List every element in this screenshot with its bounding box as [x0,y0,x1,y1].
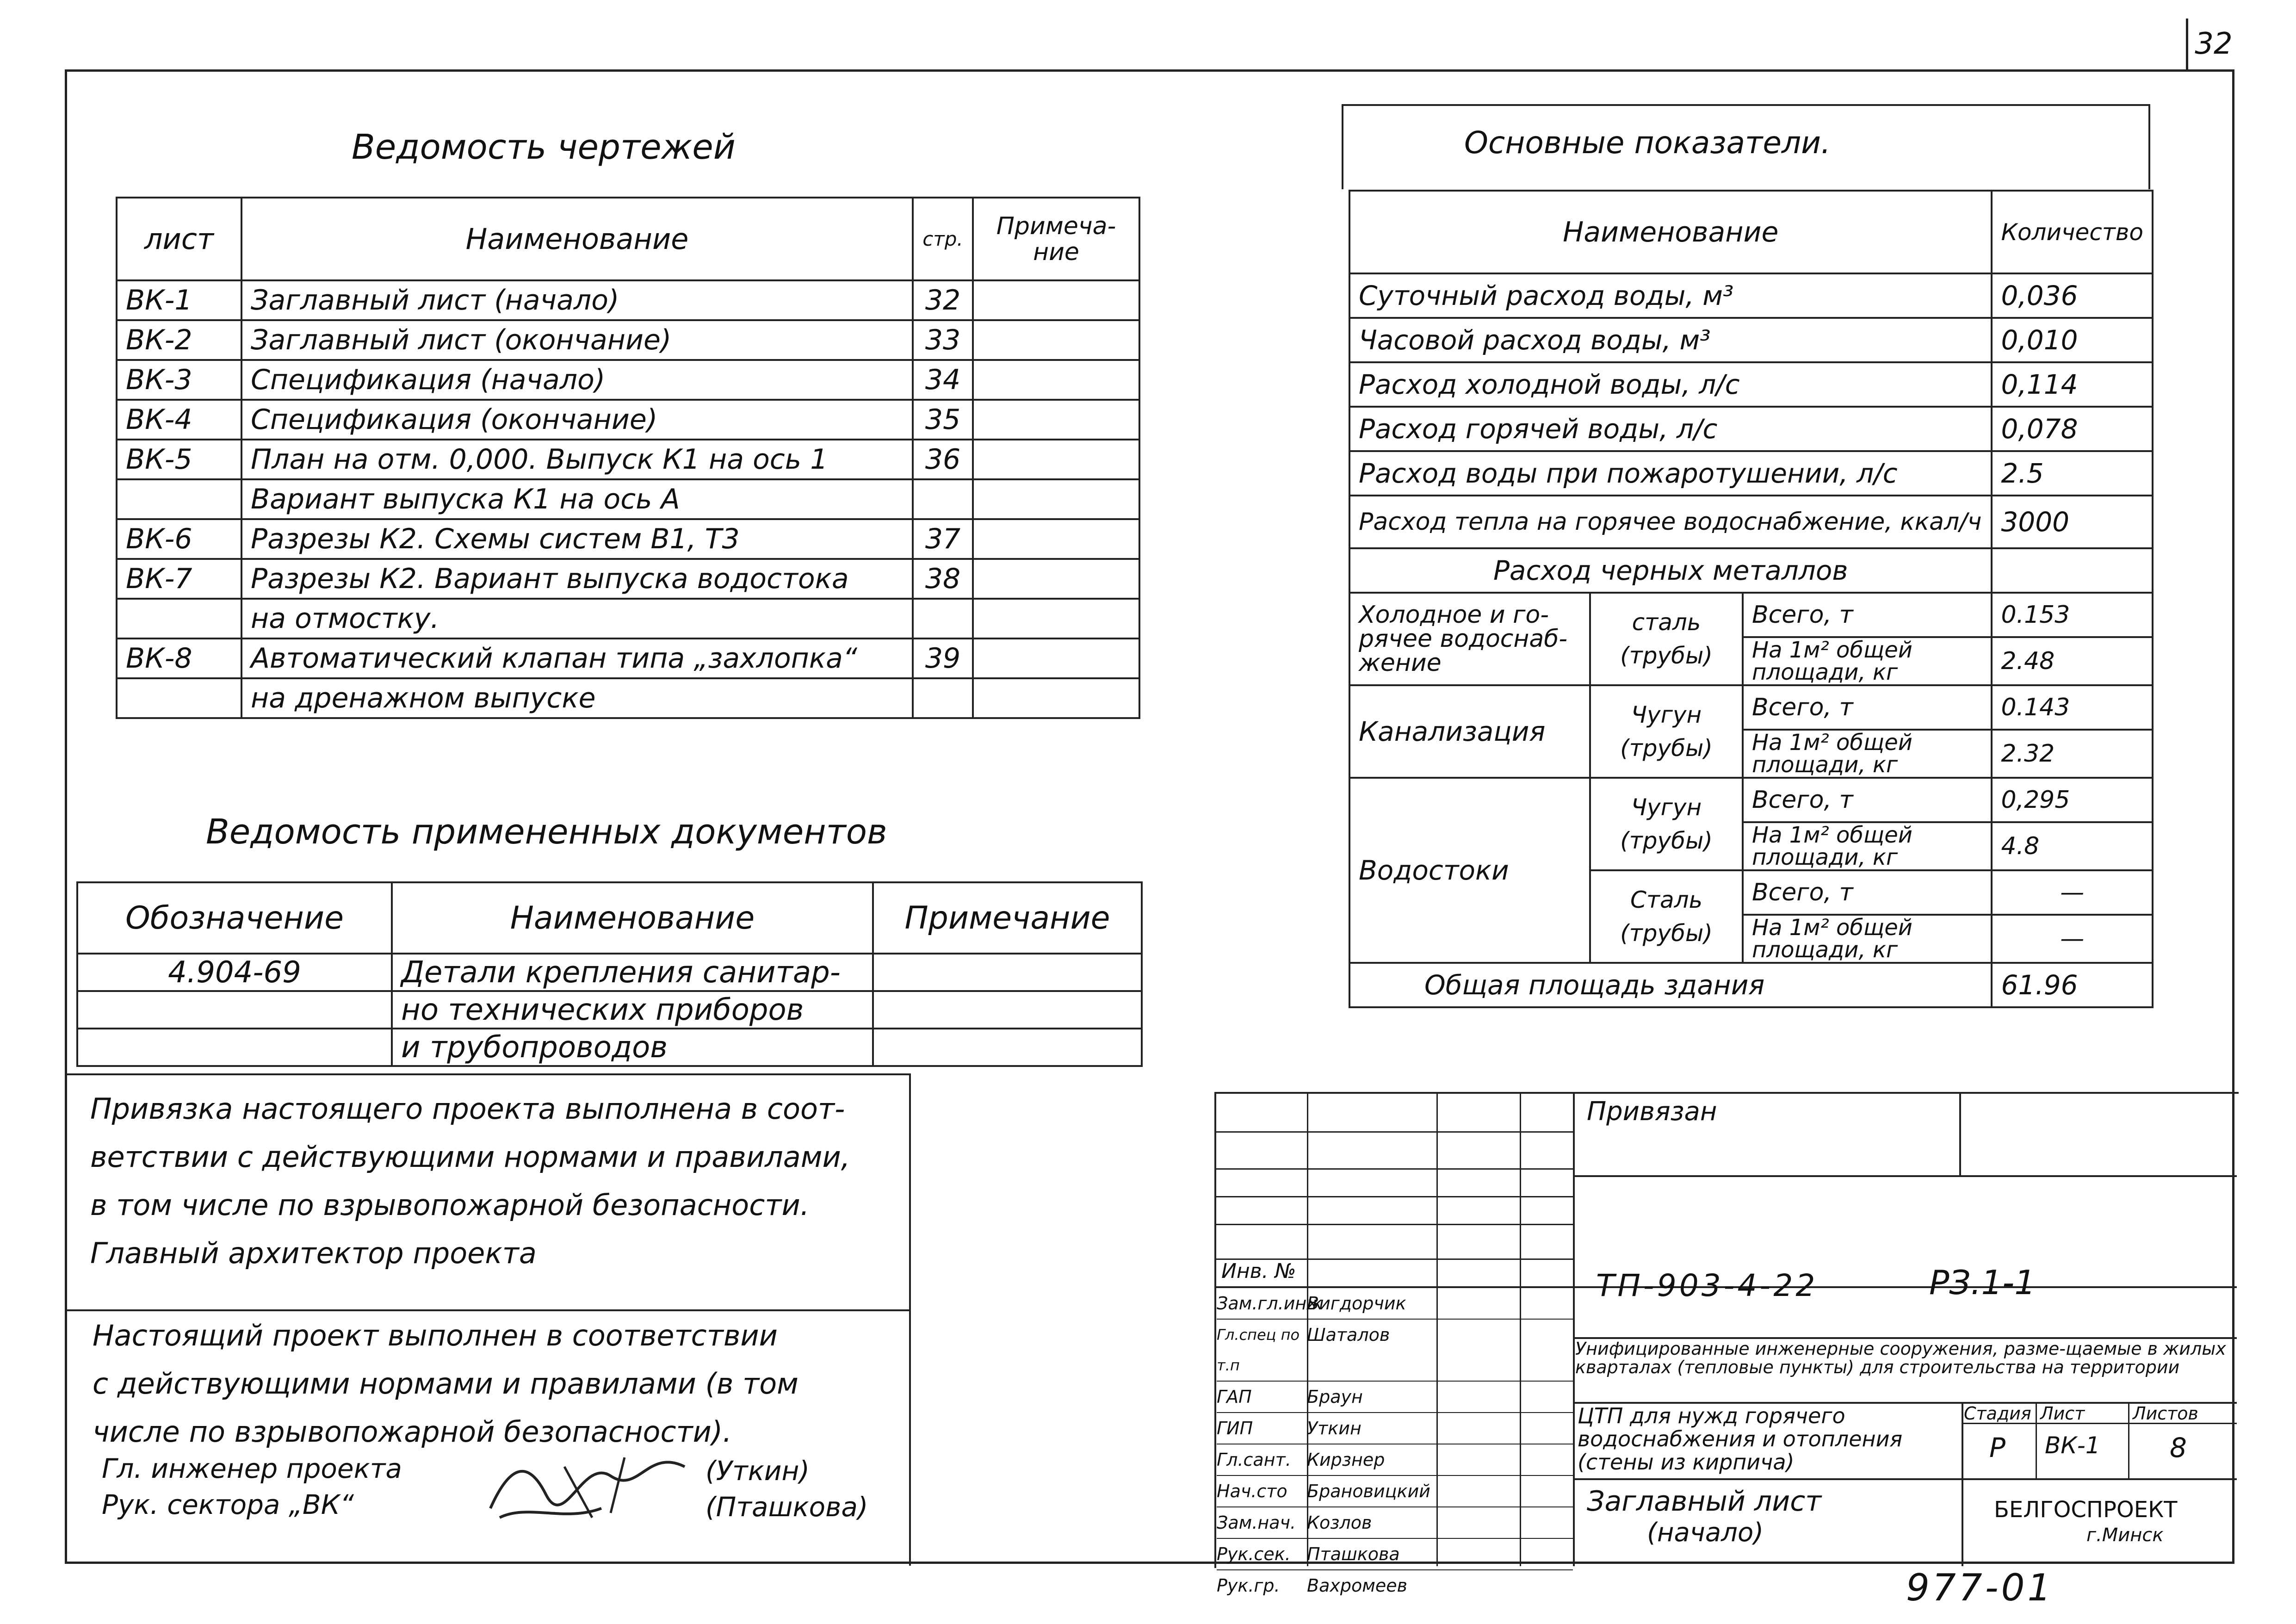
metal-per-value: 2.48 [1992,637,2153,685]
stamp-row-line [1214,1196,1573,1197]
cell-page: 33 [913,320,973,360]
cell-sheet [117,678,241,718]
binding-note-line: Главный архитектор проекта [90,1236,537,1270]
indicator-value: 0,078 [1992,407,2153,451]
cell-note [873,954,1142,991]
signer-role: Зам.нач. [1217,1512,1296,1533]
indicator-name: Часовой расход воды, м³ [1349,318,1992,362]
cell-name: и трубопроводов [392,1029,873,1066]
cell-sheet: ВК-3 [117,360,241,400]
handwritten-signature [472,1439,712,1531]
stage-label: Стадия [1964,1403,2031,1424]
signer-row [1217,1288,1573,1320]
table-row [1349,963,2153,1007]
indicator-value: 2.5 [1992,451,2153,496]
metal-per-value: — [1992,915,2153,963]
signer-role: ГИП [1217,1418,1253,1438]
table-row [1349,496,2153,548]
signature-role-chief-engineer: Гл. инженер проекта [102,1453,402,1484]
metal-per-label: На 1м² общей площади, кг [1743,637,1992,685]
signer-row [1217,1476,1573,1507]
metal-material-type: (трубы) [1620,735,1713,762]
compliance-note [93,1312,798,1456]
metal-material [1590,593,1743,685]
metal-material-name: Чугун [1631,794,1702,821]
indicator-value: 0,114 [1992,362,2153,407]
indicator-name: Расход холодной воды, л/с [1349,362,1992,407]
indicators-title: Основные показатели. [1464,125,1831,161]
signer-name: Браун [1307,1387,1363,1407]
cell-sheet: ВК-4 [117,400,241,440]
sheets-label: Листов [2133,1403,2198,1424]
cell-sheet: ВК-7 [117,559,241,599]
cell-page: 35 [913,400,973,440]
cell-page: 34 [913,360,973,400]
table-row [1349,407,2153,451]
sheet-value: ВК-1 [2045,1432,2100,1459]
metal-per-value: 4.8 [1992,822,2153,870]
cell-note [973,559,1139,599]
metals-row [1349,685,2153,730]
indicator-name: Расход воды при пожаротушении, л/с [1349,451,1992,496]
applied-docs-table [76,881,1143,1067]
inv-label: Инв. № [1221,1259,1296,1283]
signer-row [1217,1570,1573,1601]
signer-name: Уткин [1307,1418,1362,1438]
table-header-row [1349,191,2153,273]
col-header-code: Обозначение [77,882,392,954]
cell-note [973,280,1139,320]
cell-name: Разрезы К2. Схемы систем В1, Т3 [241,519,913,559]
cell-name: Спецификация (начало) [241,360,913,400]
table-row [117,400,1139,440]
cell-sheet: ВК-5 [117,440,241,479]
stage-value: Р [1989,1432,2005,1463]
indicator-name: Расход горячей воды, л/с [1349,407,1992,451]
binding-note-line: в том числе по взрывопожарной безопасности. [90,1188,810,1222]
signer-row [1217,1507,1573,1539]
col-header-name: Наименование [392,882,873,954]
indicator-value: 3000 [1992,496,2153,548]
metal-material [1590,870,1743,963]
metal-per-label: На 1м² общей площади, кг [1743,730,1992,778]
cell-name: но технических приборов [392,991,873,1029]
cell-sheet: ВК-2 [117,320,241,360]
table-row [1349,318,2153,362]
metal-material-type: (трубы) [1620,920,1713,947]
cell-page [913,678,973,718]
stamp-col-line [2036,1402,2037,1478]
metal-per-label: На 1м² общей площади, кг [1743,915,1992,963]
metal-total-value: — [1992,870,2153,915]
signer-role: Рук.сек. [1217,1544,1291,1564]
cell-note [973,440,1139,479]
stamp-col-line [1959,1092,1961,1175]
indicator-value: 0,010 [1992,318,2153,362]
metal-system: Канализация [1349,685,1590,778]
cell-name: Автоматический клапан типа „захлопка“ [241,638,913,678]
cell-note [973,678,1139,718]
cell-sheet: ВК-8 [117,638,241,678]
stamp-row-line [1573,1478,2237,1480]
sheets-value: 8 [2170,1432,2187,1463]
page-number: 32 [2195,27,2233,61]
cell-name: Разрезы К2. Вариант выпуска водостока [241,559,913,599]
col-header-sheet: лист [117,198,241,280]
table-row [77,954,1142,991]
empty-cell [1992,548,2153,593]
signer-name: Шаталов [1307,1325,1390,1345]
cell-page: 39 [913,638,973,678]
cell-sheet: ВК-6 [117,519,241,559]
stamp-col-line [2128,1402,2129,1478]
compliance-note-line: числе по взрывопожарной безопасности). [93,1415,732,1449]
notes-divider [65,1309,909,1311]
metal-total-label: Всего, т [1743,593,1992,637]
applied-docs-title: Ведомость примененных документов [206,812,887,852]
metal-total-label: Всего, т [1743,778,1992,822]
stamp-row-line [1573,1175,2237,1177]
metal-per-value: 2.32 [1992,730,2153,778]
col-header-page: стр. [913,198,973,280]
signer-row [1217,1413,1573,1444]
signer-name: Брановицкий [1307,1481,1430,1501]
signer-role: Нач.сто [1217,1481,1287,1501]
cell-note [973,360,1139,400]
cell-name: Заглавный лист (окончание) [241,320,913,360]
cell-code: 4.904-69 [77,954,392,991]
bound-label: Привязан [1587,1097,1717,1127]
indicators-table [1349,190,2154,1008]
cell-note [973,479,1139,519]
table-row [77,991,1142,1029]
metal-material-type: (трубы) [1620,827,1713,854]
cell-sheet [117,599,241,638]
metal-total-value: 0.143 [1992,685,2153,730]
binding-note-line: ветствии с действующими нормами и правилами, [90,1140,850,1174]
indicator-name: Расход тепла на горячее водоснабжение, ккал/ч [1349,496,1992,548]
metal-material-type: (трубы) [1620,642,1713,669]
signer-name: Вахромеев [1307,1575,1408,1596]
cell-name: на дренажном выпуске [241,678,913,718]
sheet-label: Лист [2040,1403,2085,1424]
table-row [1349,273,2153,318]
signature-role-sector-head: Рук. сектора „ВК“ [102,1489,354,1520]
sheet-title-2: (начало) [1647,1518,1764,1548]
signature-roles [102,1450,402,1523]
signer-row [1217,1539,1573,1570]
cell-page: 36 [913,440,973,479]
cell-code [77,1029,392,1066]
metal-material [1590,685,1743,778]
signer-name: Вигдорчик [1307,1293,1406,1314]
cell-note [973,638,1139,678]
doc-mark: РЗ.1-1 [1929,1263,2036,1302]
drawings-list-table [116,197,1140,719]
signer-row [1217,1320,1573,1382]
cell-page [913,599,973,638]
sheet-title-1: Заглавный лист [1587,1485,1822,1518]
table-row [117,519,1139,559]
metal-total-value: 0,295 [1992,778,2153,822]
stamp-row-line [1214,1224,1573,1225]
cell-name: План на отм. 0,000. Выпуск К1 на ось 1 [241,440,913,479]
metal-total-value: 0.153 [1992,593,2153,637]
cell-code [77,991,392,1029]
cell-note [973,599,1139,638]
signer-role: Зам.гл.инж [1217,1293,1323,1314]
cell-note [973,320,1139,360]
object-name: ЦТП для нужд горячего водоснабжения и отопления (стены из кирпича) [1578,1403,1903,1475]
table-row [117,559,1139,599]
metals-title-row [1349,548,2153,593]
table-row [77,1029,1142,1066]
signer-role: Гл.спец по т.п [1217,1326,1300,1374]
signer-role: Рук.гр. [1217,1575,1280,1596]
cell-name: Заглавный лист (начало) [241,280,913,320]
signature-name-utkin: (Уткин) [706,1455,810,1487]
signature-names [706,1453,868,1525]
col-header-note: Примеча-ние [973,198,1139,280]
table-row [117,360,1139,400]
binding-note [90,1085,850,1277]
project-title: Унифицированные инженерные сооружения, разме-щаемые в жилых кварталах (тепловые пункты) для строительства на территории [1575,1339,2226,1377]
table-row [1349,451,2153,496]
cell-note [973,400,1139,440]
stamp-col-line [1962,1402,1963,1566]
cell-sheet: ВК-1 [117,280,241,320]
metal-total-label: Всего, т [1743,870,1992,915]
table-row [117,678,1139,718]
table-row [117,320,1139,360]
compliance-note-line: с действующими нормами и правилами (в том [93,1367,798,1401]
cell-note [873,991,1142,1029]
stamp-row-line [1214,1131,1573,1133]
signer-name: Козлов [1307,1512,1372,1533]
drawings-list-title: Ведомость чертежей [352,127,736,167]
metal-material-name: Сталь [1630,886,1703,913]
table-row [117,599,1139,638]
org-city: г.Минск [2086,1525,2164,1546]
metal-material-name: Чугун [1631,701,1702,728]
metals-row [1349,593,2153,637]
area-value: 61.96 [1992,963,2153,1007]
cell-sheet [117,479,241,519]
indicator-value: 0,036 [1992,273,2153,318]
signature-name-ptashkova: (Пташкова) [706,1491,868,1523]
signer-name: Кирзнер [1307,1450,1385,1470]
cell-page: 32 [913,280,973,320]
table-row [117,638,1139,678]
page-number-box [2186,19,2239,69]
cell-name: Спецификация (окончание) [241,400,913,440]
org-name: БЕЛГОСПРОЕКТ [1994,1497,2178,1523]
metal-total-label: Всего, т [1743,685,1992,730]
cell-note [973,519,1139,559]
table-row [1349,362,2153,407]
cell-page: 38 [913,559,973,599]
signer-row [1217,1444,1573,1476]
metal-material-name: сталь [1632,609,1701,636]
metals-row [1349,778,2153,822]
signer-name: Пташкова [1307,1544,1400,1564]
cell-name: Детали крепления санитар- [392,954,873,991]
metal-system: Водостоки [1349,778,1590,963]
cell-name: на отмостку. [241,599,913,638]
archive-number: 977-01 [1906,1566,2054,1609]
signer-row [1217,1382,1573,1413]
cell-page: 37 [913,519,973,559]
cell-note [873,1029,1142,1066]
metal-per-label: На 1м² общей площади, кг [1743,822,1992,870]
table-header-row [117,198,1139,280]
metals-title: Расход черных металлов [1349,548,1992,593]
area-label: Общая площадь здания [1349,963,1992,1007]
col-header-note: Примечание [873,882,1142,954]
cell-name: Вариант выпуска К1 на ось А [241,479,913,519]
table-row [117,479,1139,519]
metal-system: Холодное и го-рячее водоснаб-жение [1349,593,1590,685]
col-header-qty: Количество [1992,191,2153,273]
stamp-col-line [1573,1092,1575,1566]
col-header-name: Наименование [241,198,913,280]
metal-material [1590,778,1743,870]
stamp-row-line [1214,1168,1573,1170]
indicator-name: Суточный расход воды, м³ [1349,273,1992,318]
signer-role: Гл.сант. [1217,1450,1291,1470]
compliance-note-line: Настоящий проект выполнен в соответствии [93,1319,778,1352]
table-header-row [77,882,1142,954]
table-row [117,440,1139,479]
signer-role: ГАП [1217,1387,1252,1407]
table-row [117,280,1139,320]
binding-note-line: Привязка настоящего проекта выполнена в соот- [90,1092,845,1126]
cell-page [913,479,973,519]
signers-list [1217,1288,1573,1601]
doc-code: ТП-903-4-22 [1596,1268,1818,1303]
col-header-name: Наименование [1349,191,1992,273]
